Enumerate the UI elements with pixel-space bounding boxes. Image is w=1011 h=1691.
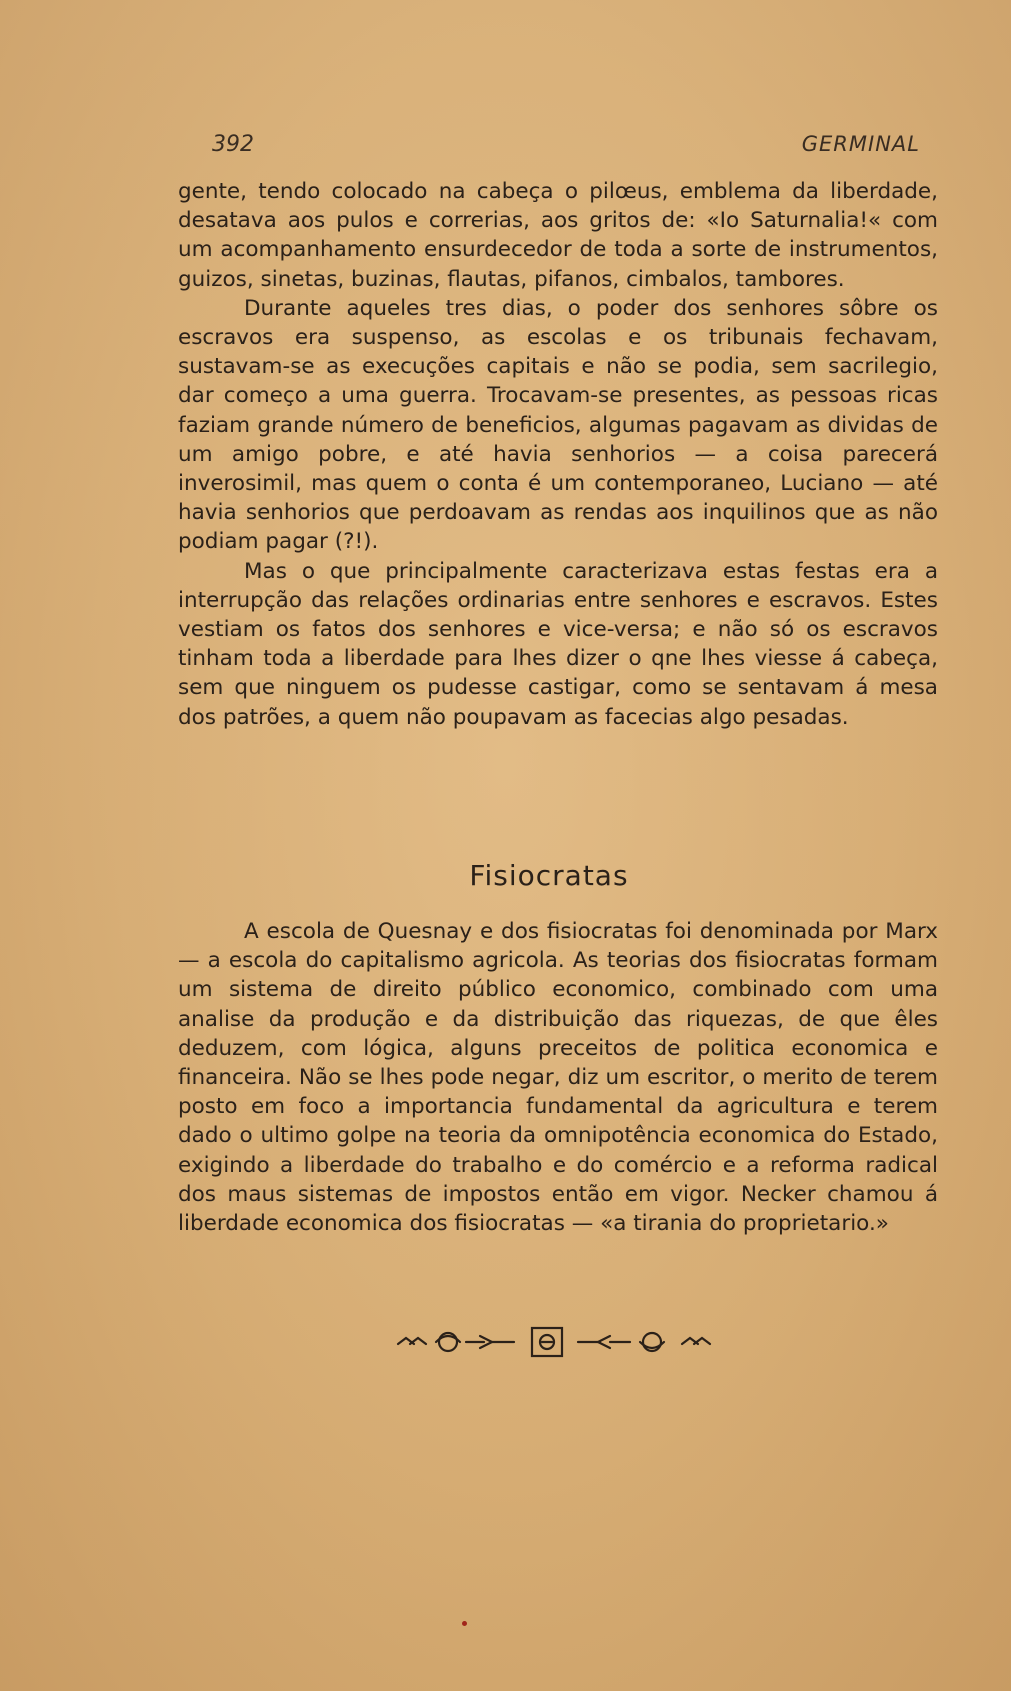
- paragraph: Mas o que principalmente caracterizava estas festas era a interrupção das relações ordinarias entre senhores e escravos. Estes vestiam os fatos dos senhores e vice-versa; e não só os escravos tinham toda a liberdade para lhes dizer o qne lhes viesse á cabeça, sem que ninguem os pudesse castigar, como se sentavam á mesa dos patrões, a quem não poupavam as facecias algo pesadas.: [178, 558, 938, 730]
- saturnalia-section: [178, 177, 938, 732]
- fisiocratas-section: [178, 917, 938, 1238]
- tailpiece-ornament-icon: [396, 1322, 714, 1362]
- paragraph: A escola de Quesnay e dos fisiocratas foi denominada por Marx — a escola do capitalismo agricola. As teorias dos fisiocratas formam um sistema de direito público economico, combinado com uma analise da produção e da distribuição das riquezas, de que êles deduzem, com lógica, alguns preceitos de politica economica e financeira. Não se lhes pode negar, diz um escritor, o merito de terem posto em foco a importancia fundamental da agricultura e terem dado o ultimo golpe na teoria da omnipotência economica do Estado, exigindo a liberdade do trabalho e do comércio e a reforma radical dos maus sistemas de impostos então em vigor. Necker chamou á liberdade economica dos fisiocratas — «a tirania do proprietario.»: [178, 919, 938, 1237]
- page-header: [178, 132, 920, 162]
- paragraph: Durante aqueles tres dias, o poder dos senhores sôbre os escravos era suspenso, as escolas e os tribunais fechavam, sustavam-se as execuções capitais e não se podia, sem sacrilegio, dar começo a uma guerra. Trocavam-se presentes, as pessoas ricas faziam grande número de beneficios, algumas pagavam as dividas de um amigo pobre, e até havia senhorios — a coisa parecerá inverosimil, mas quem o conta é um contemporaneo, Luciano — até havia senhorios que perdoavam as rendas aos inquilinos que as não podiam pagar (?!).: [178, 295, 938, 555]
- section-heading: Fisiocratas: [469, 859, 629, 892]
- page-number: 392: [212, 132, 254, 157]
- running-title: GERMINAL: [801, 132, 920, 156]
- ink-speck: [462, 1621, 467, 1626]
- paragraph: gente, tendo colocado na cabeça o pilœus, emblema da liberdade, desatava aos pulos e correrias, aos gritos de: «Io Saturnalia!« com um acompanhamento ensurdecedor de toda a sorte de instrumentos, guizos, sinetas, buzinas, flautas, pifanos, cimbalos, tambores.: [178, 179, 938, 292]
